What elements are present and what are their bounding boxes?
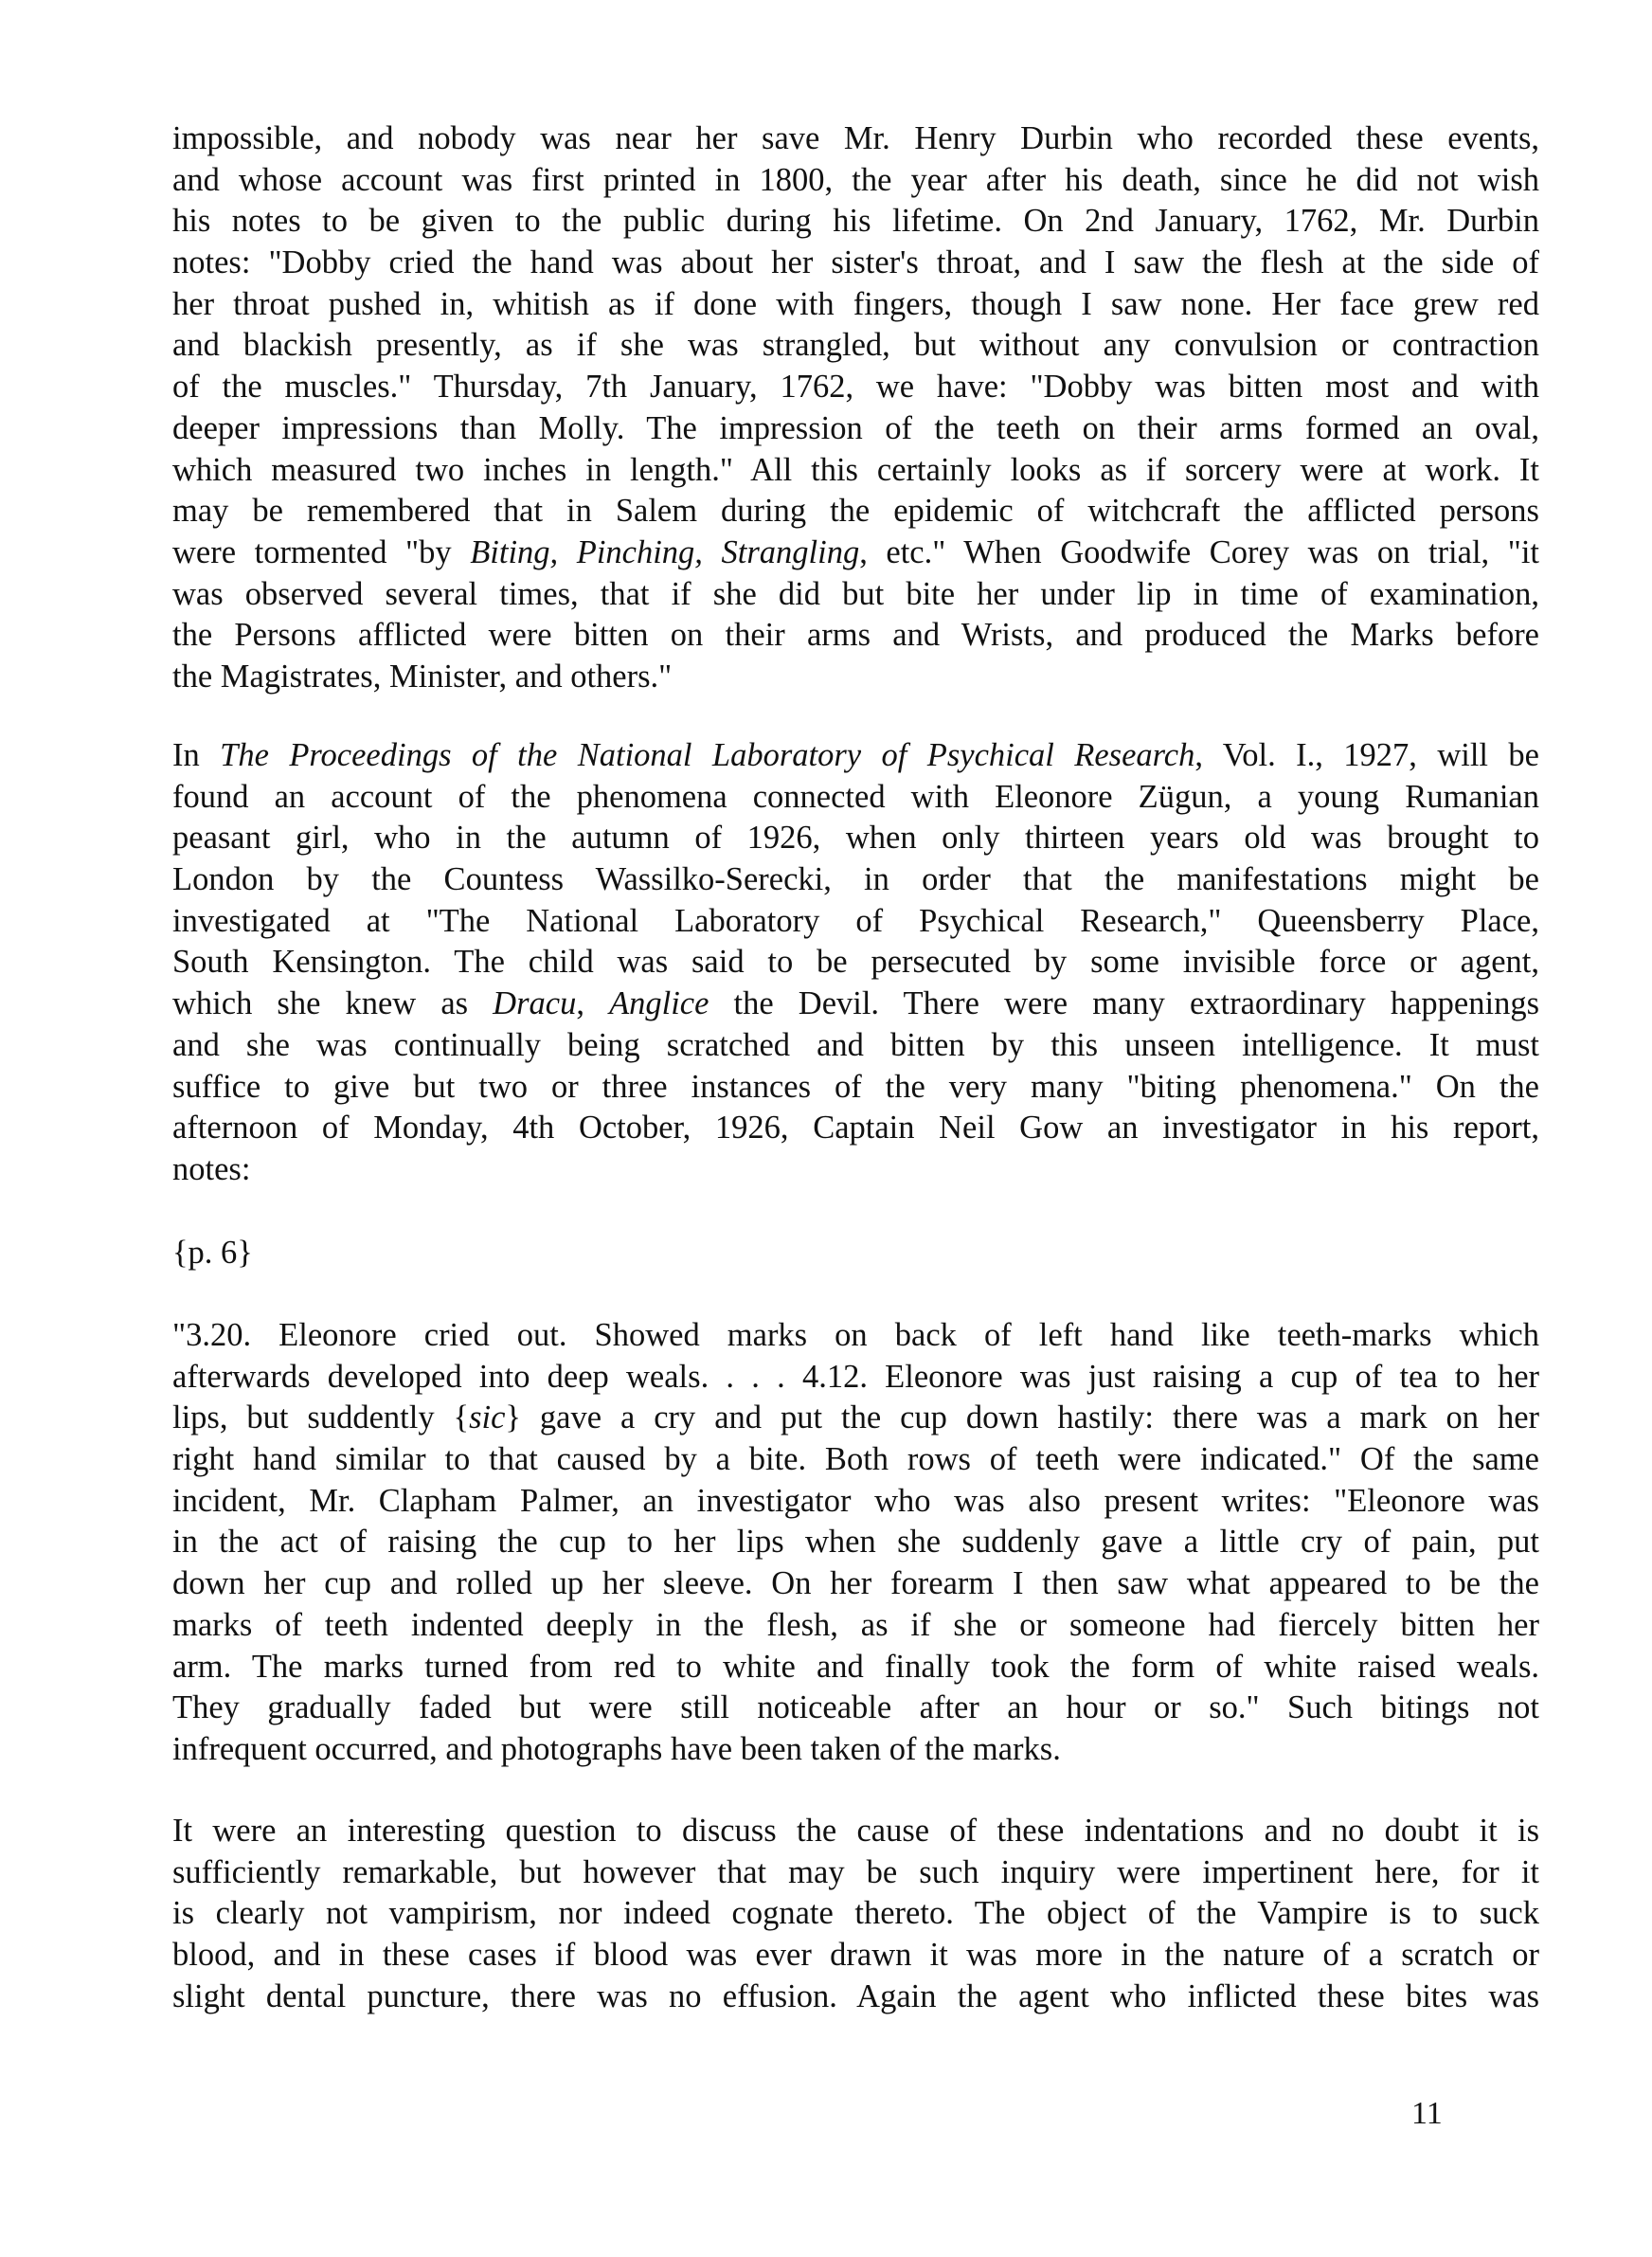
text-line [172, 1893, 1539, 1935]
text-line [172, 1233, 1539, 1274]
text-line [172, 818, 1539, 859]
text-run: is clearly not vampirism, nor indeed cognate thereto. The object of the Vampire is to suck [172, 1895, 1539, 1932]
text-line [172, 160, 1539, 202]
text-run: in the act of raising the cup to her lips when she suddenly gave a little cry of pain, put [172, 1524, 1539, 1561]
text-line [172, 325, 1539, 367]
text-run: In [172, 737, 221, 773]
text-line [172, 408, 1539, 450]
text-run: was observed several times, that if she did but bite her under lip in time of examination, [172, 575, 1539, 612]
text-run: "3.20. Eleonore cried out. Showed marks on back of left hand like teeth-marks which [172, 1317, 1539, 1353]
text-run: It were an interesting question to discuss the cause of these indentations and no doubt it is [172, 1813, 1539, 1849]
text-line [172, 1067, 1539, 1109]
text-run: {p. 6} [172, 1235, 253, 1271]
text-run: , etc." When Goodwife Corey was on trial, "it [859, 533, 1539, 570]
text-run: the Magistrates, Minister, and others." [172, 658, 673, 695]
text-run: right hand similar to that caused by a bite. Both rows of teeth were indicated." Of the same [172, 1441, 1539, 1478]
text-run: notes: [172, 1150, 251, 1187]
text-run: incident, Mr. Clapham Palmer, an investigator who was also present writes: "Eleonore was [172, 1482, 1539, 1519]
text-run: , [576, 985, 610, 1022]
text-line [172, 491, 1539, 533]
text-run: down her cup and rolled up her sleeve. On her forearm I then saw what appeared to be the [172, 1565, 1539, 1602]
page-number: 11 [1411, 2096, 1443, 2131]
text-run: arm. The marks turned from red to white and finally took the form of white raised weals. [172, 1648, 1539, 1685]
text-line [172, 118, 1539, 160]
page-marker [172, 1233, 1539, 1274]
text-line [172, 735, 1539, 777]
text-line [172, 1439, 1539, 1481]
text-line [172, 450, 1539, 492]
text-run: sufficiently remarkable, but however that may be such inquiry were impertinent here, for it [172, 1853, 1539, 1890]
text-run: the Devil. There were many extraordinary happenings [709, 985, 1540, 1022]
text-line [172, 1522, 1539, 1563]
text-run: her throat pushed in, whitish as if done with fingers, though I saw none. Her face grew red [172, 285, 1539, 322]
text-run: his notes to be given to the public during his lifetime. On 2nd January, 1762, Mr. Durbin [172, 203, 1539, 240]
text-run: London by the Countess Wassilko-Serecki, in order that the manifestations might be [172, 861, 1539, 898]
text-run: investigated at "The National Laboratory of Psychical Research," Queensberry Place, [172, 902, 1539, 939]
text-run: found an account of the phenomena connected with Eleonore Zügun, a young Rumanian [172, 778, 1539, 815]
italic-text: Biting, Pinching, Strangling [470, 533, 860, 570]
text-run: infrequent occurred, and photographs have been taken of the marks. [172, 1730, 1061, 1767]
text-line [172, 1398, 1539, 1439]
text-line [172, 984, 1539, 1025]
text-run: suffice to give but two or three instances of the very many "biting phenomena." On the [172, 1068, 1539, 1105]
text-line [172, 1315, 1539, 1357]
text-run: afterwards developed into deep weals. . . . 4.12. Eleonore was just raising a cup of tea to her [172, 1358, 1539, 1395]
text-line [172, 284, 1539, 326]
text-line [172, 1647, 1539, 1688]
text-run: } gave a cry and put the cup down hastily: there was a mark on her [505, 1399, 1539, 1436]
text-line [172, 942, 1539, 984]
text-run: the Persons afflicted were bitten on their arms and Wrists, and produced the Marks before [172, 617, 1539, 654]
paragraph-biting-report [172, 1315, 1539, 1771]
text-run: which she knew as [172, 985, 494, 1022]
text-line [172, 1563, 1539, 1605]
text-line [172, 1935, 1539, 1977]
text-line [172, 1149, 1539, 1191]
text-run: and blackish presently, as if she was strangled, but without any convulsion or contraction [172, 327, 1539, 364]
text-run: marks of teeth indented deeply in the flesh, as if she or someone had fiercely bitten her [172, 1606, 1539, 1643]
text-line [172, 1852, 1539, 1894]
text-run: , Vol. I., 1927, will be [1194, 737, 1539, 773]
text-run: slight dental puncture, there was no effusion. Again the agent who inflicted these bites was [172, 1977, 1539, 2014]
text-run: South Kensington. The child was said to be persecuted by some invisible force or agent, [172, 944, 1539, 981]
text-run: and whose account was first printed in 1800, the year after his death, since he did not wish [172, 161, 1539, 198]
text-run: deeper impressions than Molly. The impression of the teeth on their arms formed an oval, [172, 409, 1539, 446]
text-run: blood, and in these cases if blood was ever drawn it was more in the nature of a scratch or [172, 1937, 1539, 1974]
text-line [172, 1481, 1539, 1523]
text-line [172, 1605, 1539, 1647]
paragraph-vampirism-discussion [172, 1811, 1539, 2017]
text-line [172, 657, 1539, 698]
text-run: lips, but suddently { [172, 1399, 470, 1436]
text-line [172, 201, 1539, 243]
paragraph-durbin-account [172, 118, 1539, 698]
paragraph-eleonore-zugun [172, 735, 1539, 1191]
text-line [172, 1977, 1539, 2018]
italic-text: Anglice [609, 985, 709, 1022]
text-run: may be remembered that in Salem during the epidemic of witchcraft the afflicted persons [172, 493, 1539, 530]
text-line [172, 777, 1539, 819]
text-run: were tormented "by [172, 533, 471, 570]
text-run: afternoon of Monday, 4th October, 1926, Captain Neil Gow an investigator in his report, [172, 1110, 1539, 1147]
text-line [172, 1688, 1539, 1729]
text-line [172, 859, 1539, 901]
italic-text: Dracu [493, 985, 577, 1022]
text-line [172, 1025, 1539, 1067]
text-line [172, 1357, 1539, 1399]
text-line [172, 243, 1539, 284]
text-line [172, 1108, 1539, 1149]
text-run: which measured two inches in length." All this certainly looks as if sorcery were at work. It [172, 451, 1539, 488]
text-run: impossible, and nobody was near her save Mr. Henry Durbin who recorded these events, [172, 120, 1539, 156]
text-line [172, 533, 1539, 574]
italic-text: sic [469, 1399, 506, 1436]
text-run: and she was continually being scratched and bitten by this unseen intelligence. It must [172, 1026, 1539, 1063]
text-run: They gradually faded but were still noticeable after an hour or so." Such bitings not [172, 1689, 1539, 1726]
text-line [172, 615, 1539, 657]
text-line [172, 574, 1539, 616]
text-run: of the muscles." Thursday, 7th January, 1762, we have: "Dobby was bitten most and with [172, 369, 1539, 406]
text-line [172, 1811, 1539, 1852]
text-run: notes: "Dobby cried the hand was about her sister's throat, and I saw the flesh at the side of [172, 244, 1539, 281]
text-line [172, 367, 1539, 408]
text-run: peasant girl, who in the autumn of 1926, when only thirteen years old was brought to [172, 820, 1539, 857]
italic-text: The Proceedings of the National Laboratory of Psychical Research [220, 737, 1195, 773]
text-line [172, 1729, 1539, 1771]
text-line [172, 901, 1539, 943]
